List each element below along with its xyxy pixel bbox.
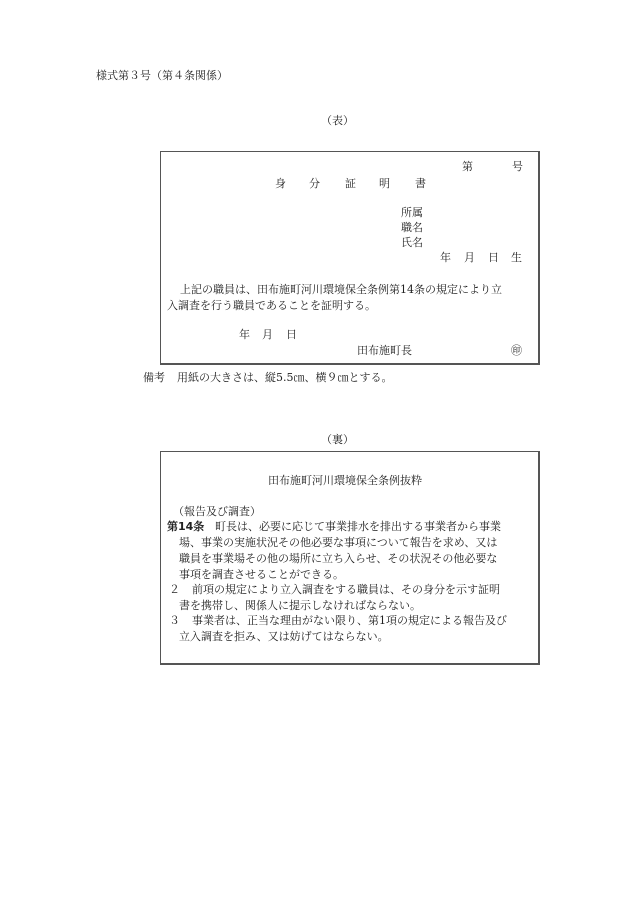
- paragraph-line: 立入調査を拒み、又は妨げてはならない。: [179, 630, 389, 643]
- title-char: 身: [275, 177, 286, 190]
- paragraph-number: ３: [169, 614, 180, 627]
- number-prefix: 第: [462, 160, 473, 173]
- birth-month: 月: [464, 251, 475, 264]
- birth-day: 日: [488, 251, 499, 264]
- field-name: 氏名: [401, 236, 423, 249]
- front-side-label: （表）: [321, 114, 354, 127]
- back-side-label: （裏）: [321, 433, 354, 446]
- title-char: 分: [309, 177, 320, 190]
- title-char: 明: [379, 177, 390, 190]
- note: [143, 371, 393, 385]
- back-title: 田布施町河川環境保全条例抜粋: [268, 474, 422, 487]
- certification-line: 上記の職員は、田布施町河川環境保全条例第14条の規定により立: [180, 283, 502, 296]
- article-line: 場、事業の実施状況その他必要な事項について報告を求め、又は: [179, 536, 498, 549]
- article-label: 第14条: [167, 520, 205, 533]
- birth-suffix: 生: [511, 251, 522, 264]
- article-line: 職員を事業場その他の場所に立ち入らせ、その状況その他必要な: [179, 552, 498, 565]
- certification-line: 入調査を行う職員であることを証明する。: [167, 299, 376, 312]
- paragraph-line: 書を携帯し、関係人に提示しなければならない。: [179, 599, 421, 612]
- number-suffix: 号: [512, 160, 523, 173]
- front-card: [160, 151, 540, 365]
- paragraph-number: ２: [169, 583, 180, 596]
- issuer: 田布施町長: [357, 344, 412, 357]
- field-job-title: 職名: [401, 221, 423, 234]
- birth-year: 年: [440, 251, 451, 264]
- title-char: 証: [345, 177, 356, 190]
- back-card: [160, 451, 540, 665]
- paragraph-line: 前項の規定により立入調査をする職員は、その身分を示す証明: [192, 583, 500, 596]
- issue-year: 年: [239, 328, 250, 341]
- title-char: 書: [415, 177, 426, 190]
- note-text: 用紙の大きさは、縦5.5㎝、横９㎝とする。: [177, 371, 393, 384]
- form-label: 様式第３号（第４条関係）: [96, 69, 228, 82]
- paragraph-line: 事業者は、正当な理由がない限り、第1項の規定による報告及び: [192, 614, 507, 627]
- article-line: 事項を調査させることができる。: [179, 568, 344, 581]
- field-affiliation: 所属: [401, 206, 423, 219]
- note-label: 備考: [143, 371, 165, 384]
- article-caption: （報告及び調査）: [173, 505, 261, 518]
- article-line: 町長は、必要に応じて事業排水を排出する事業者から事業: [215, 520, 501, 533]
- issue-day: 日: [286, 328, 297, 341]
- seal-mark: ㊞: [511, 344, 522, 357]
- issue-month: 月: [262, 328, 273, 341]
